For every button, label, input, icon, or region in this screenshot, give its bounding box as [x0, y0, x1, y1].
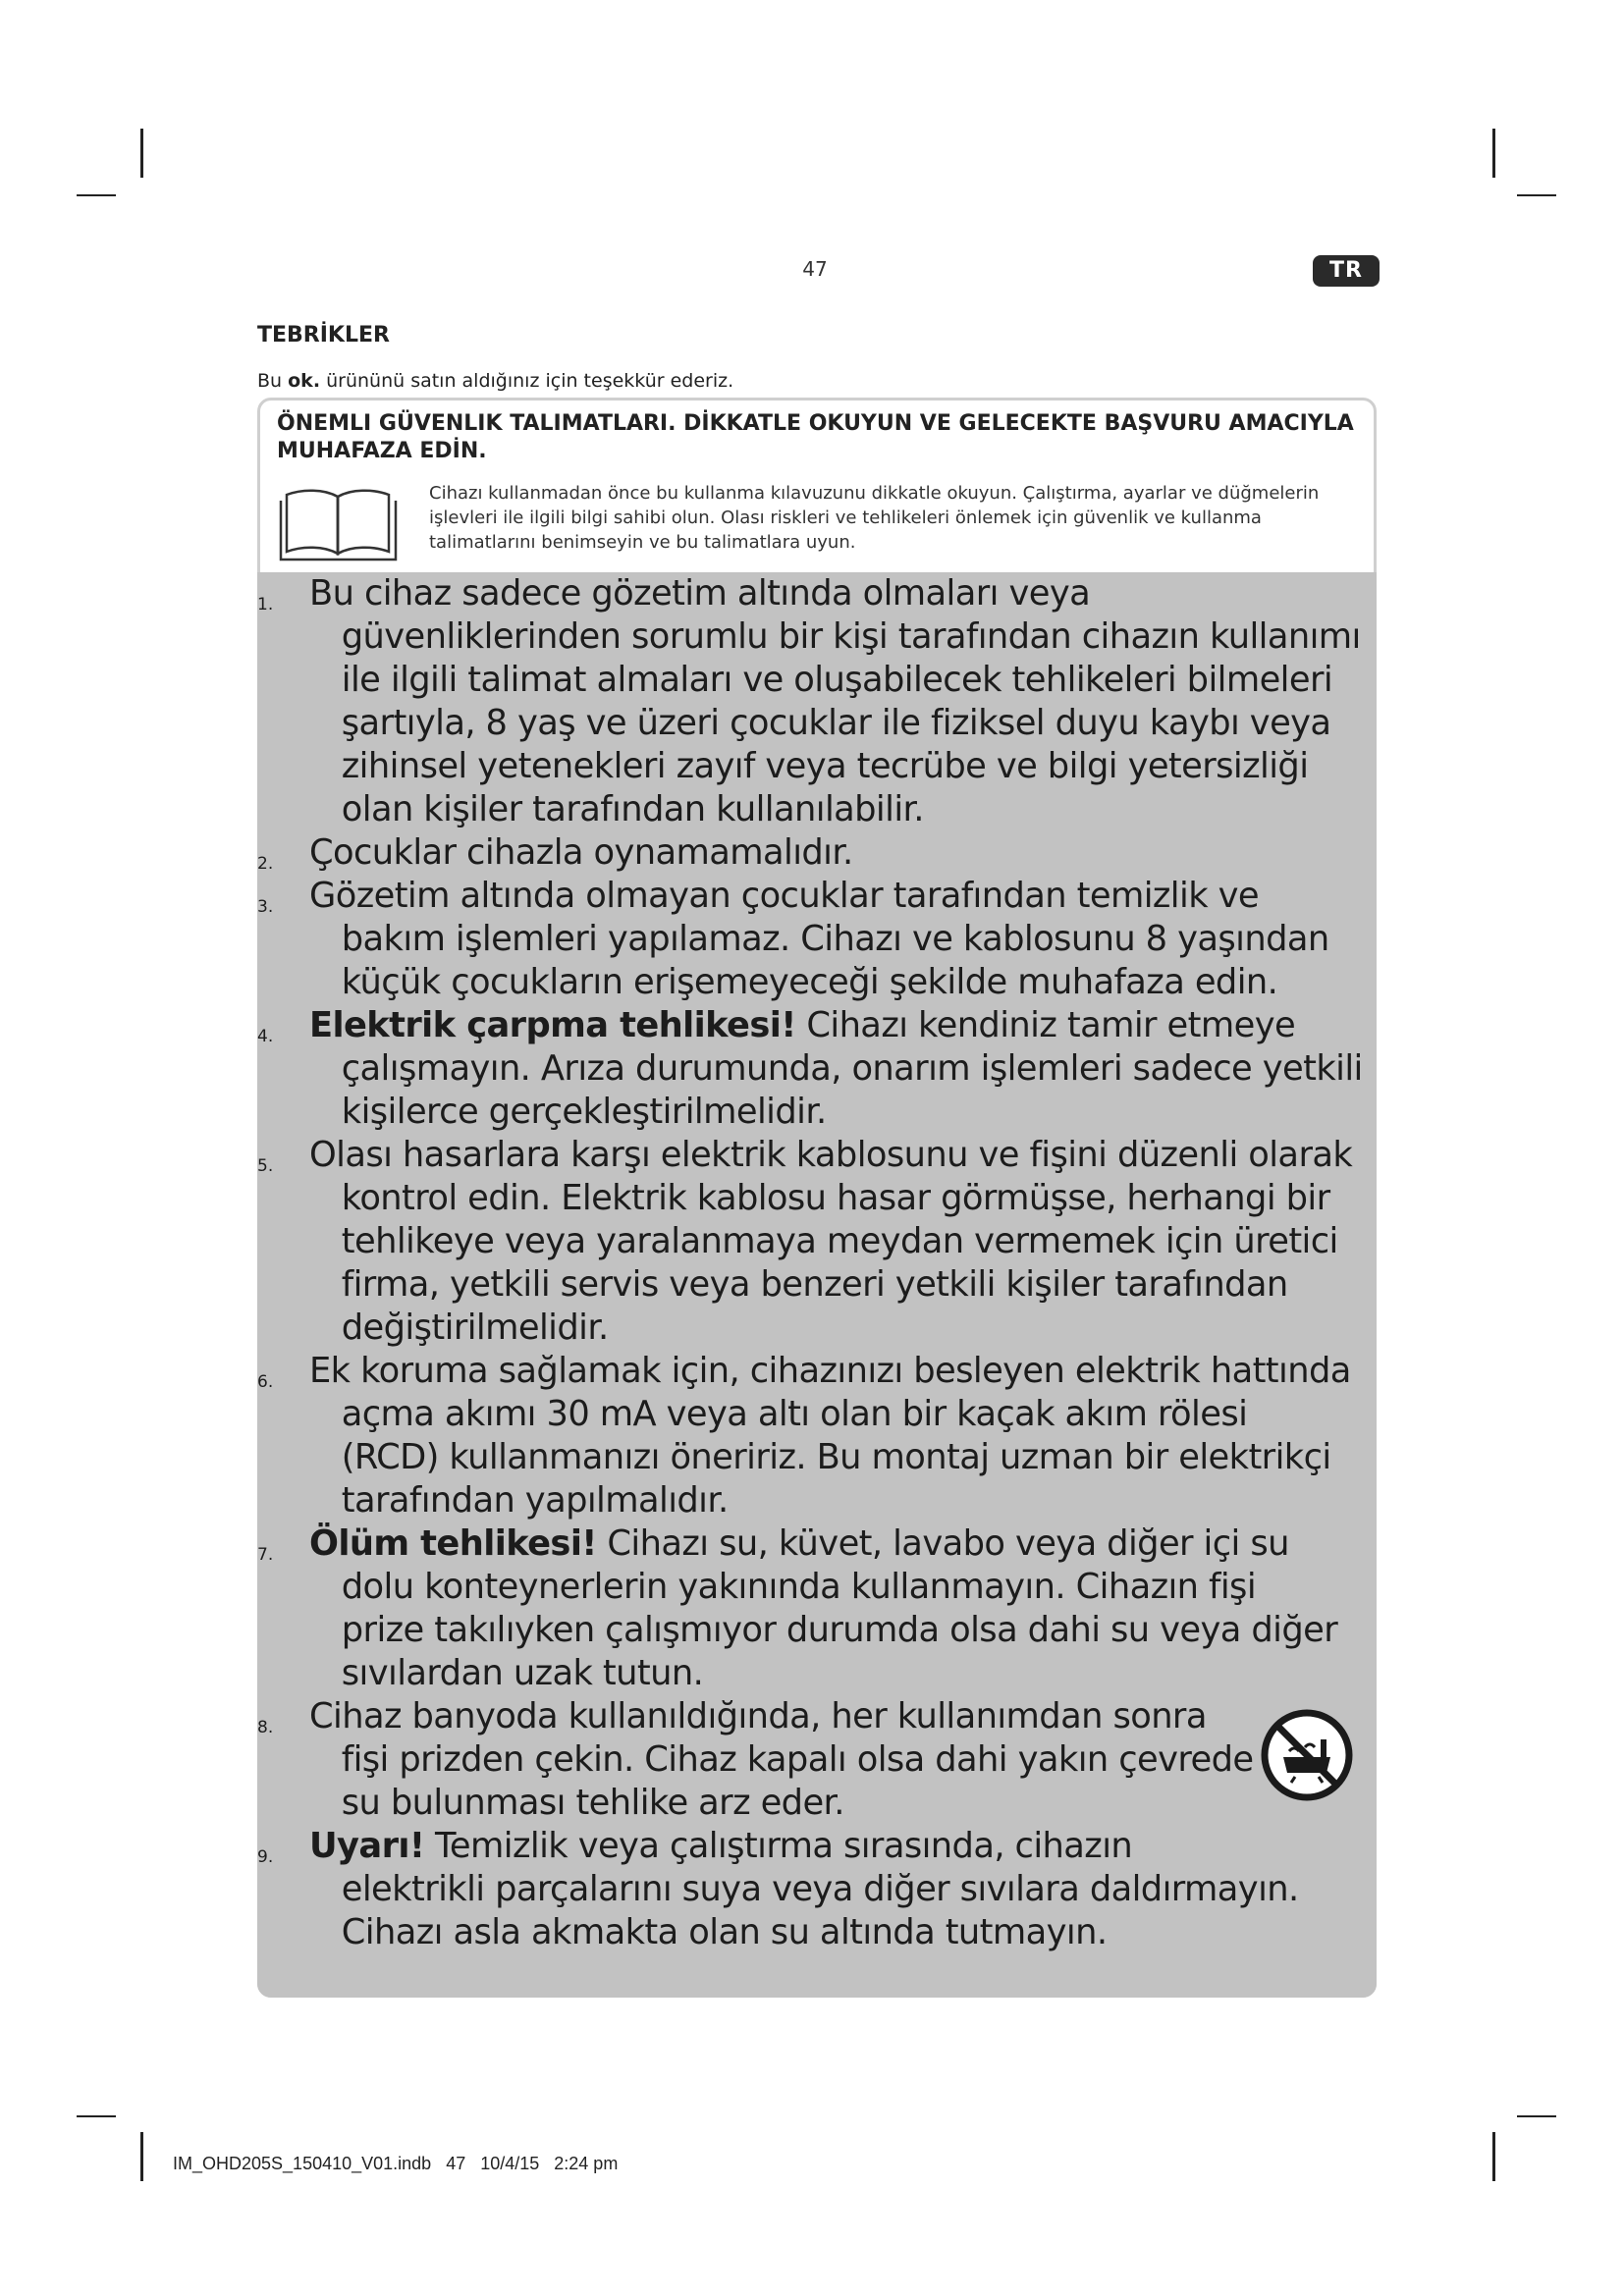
item-line: bakım işlemleri yapılamaz. Cihazı ve kablosunu 8 yaşından	[341, 919, 1329, 959]
safety-item	[257, 1350, 1377, 1522]
item-line: Bu cihaz sadece gözetim altında olmaları veya	[309, 573, 1091, 614]
item-line: Ek koruma sağlamak için, cihazınızı besleyen elektrik hattında	[309, 1351, 1351, 1391]
safety-item	[257, 1825, 1377, 1954]
crop-mark	[1517, 194, 1556, 196]
page-number: 47	[802, 257, 828, 281]
item-number: 9.	[257, 1847, 274, 1867]
item-line: şartıyla, 8 yaş ve üzeri çocuklar ile fiziksel duyu kaybı veya	[341, 703, 1331, 743]
print-footer: IM_OHD205S_150410_V01.indb 47 10/4/15 2:24 pm	[173, 2154, 619, 2173]
crop-mark	[1492, 129, 1495, 178]
safety-title: ÖNEMLI GÜVENLIK TALIMATLARI. DİKKATLE OKUYUN VE GELECEKTE BAŞVURU AMACIYLA MUHAFAZA EDİN.	[277, 411, 1354, 463]
item-line: Cihazı asla akmakta olan su altında tutmayın.	[341, 1912, 1108, 1952]
thanks-text	[257, 370, 733, 392]
item-line: Cihaz banyoda kullanıldığında, her kullanımdan sonra	[309, 1696, 1207, 1736]
safety-list	[257, 572, 1377, 1954]
safety-item	[257, 875, 1377, 1004]
item-line: tarafından yapılmalıdır.	[341, 1480, 729, 1521]
item-line: açma akımı 30 mA veya altı olan bir kaçak akım rölesi	[341, 1394, 1248, 1434]
item-number: 4.	[257, 1027, 274, 1046]
safety-item	[257, 1522, 1377, 1695]
safety-item	[257, 1695, 1377, 1825]
item-number: 8.	[257, 1718, 274, 1737]
crop-mark	[140, 2132, 143, 2181]
item-line: Olası hasarlara karşı elektrik kablosunu ve fişini düzenli olarak	[309, 1135, 1353, 1175]
no-water-bathtub-icon	[1260, 1708, 1354, 1802]
warning-label: Ölüm tehlikesi!	[309, 1523, 597, 1564]
crop-mark	[77, 194, 116, 196]
item-line: kişilerce gerçekleştirilmelidir.	[341, 1092, 827, 1132]
safety-item	[257, 1134, 1377, 1350]
item-line: zihinsel yetenekleri zayıf veya tecrübe ve bilgi yetersizliği	[341, 746, 1309, 786]
language-badge: TR	[1313, 255, 1380, 287]
thanks-post: ürününü satın aldığınız için teşekkür ederiz.	[320, 370, 734, 392]
item-number: 2.	[257, 854, 274, 874]
item-line: olan kişiler tarafından kullanılabilir.	[341, 789, 924, 829]
item-number: 7.	[257, 1545, 274, 1565]
open-book-icon	[277, 483, 400, 561]
page-title: TEBRİKLER	[257, 323, 390, 347]
item-line	[309, 1825, 1369, 1868]
safety-item	[257, 831, 1377, 875]
item-line	[309, 1522, 1369, 1566]
item-line: Gözetim altında olmayan çocuklar tarafından temizlik ve	[309, 876, 1259, 916]
crop-mark	[140, 129, 143, 178]
item-line: prize takılıyken çalışmıyor durumda olsa dahi su veya diğer	[341, 1610, 1338, 1650]
warning-label: Elektrik çarpma tehlikesi!	[309, 1005, 796, 1045]
item-number: 3.	[257, 897, 274, 917]
item-text: Cihazı su, küvet, lavabo veya diğer içi su	[596, 1523, 1289, 1564]
item-line: firma, yetkili servis veya benzeri yetkili kişiler tarafından	[341, 1264, 1288, 1305]
item-line: güvenliklerinden sorumlu bir kişi tarafından cihazın kullanımı	[341, 616, 1361, 657]
warning-label: Uyarı!	[309, 1826, 425, 1866]
item-line: kontrol edin. Elektrik kablosu hasar görmüşse, herhangi bir	[341, 1178, 1330, 1218]
item-line	[309, 1004, 1369, 1047]
item-line: tehlikeye veya yaralanmaya meydan vermemek için üretici	[341, 1221, 1338, 1261]
item-line: su bulunması tehlike arz eder.	[341, 1783, 844, 1823]
safety-item	[257, 1004, 1377, 1134]
item-line: ile ilgili talimat almaları ve oluşabilecek tehlikeleri bilmeleri	[341, 660, 1333, 700]
item-number: 6.	[257, 1372, 274, 1392]
item-text: Cihazı kendiniz tamir etmeye	[795, 1005, 1296, 1045]
crop-mark	[1492, 2132, 1495, 2181]
item-line: değiştirilmelidir.	[341, 1308, 609, 1348]
item-number: 1.	[257, 595, 274, 614]
item-line: elektrikli parçalarını suya veya diğer sıvılara daldırmayın.	[341, 1869, 1299, 1909]
thanks-pre: Bu	[257, 370, 289, 392]
item-line: sıvılardan uzak tutun.	[341, 1653, 704, 1693]
brand-name: ok.	[288, 370, 321, 392]
item-line: fişi prizden çekin. Cihaz kapalı olsa dahi yakın çevrede	[341, 1739, 1254, 1780]
item-line: küçük çocukların erişemeyeceği şekilde muhafaza edin.	[341, 962, 1278, 1002]
safety-item	[257, 572, 1377, 831]
item-line: (RCD) kullanmanızı öneririz. Bu montaj uzman bir elektrikçi	[341, 1437, 1331, 1477]
item-number: 5.	[257, 1156, 274, 1176]
item-text: Temizlik veya çalıştırma sırasında, cihazın	[424, 1826, 1133, 1866]
crop-mark	[77, 2115, 116, 2117]
intro-text: Cihazı kullanmadan önce bu kullanma kılavuzunu dikkatle okuyun. Çalıştırma, ayarlar ve düğmelerin işlevleri ile ilgili bilgi sahibi olun. Olası riskleri ve tehlikeleri önlemek için güvenlik ve kullanma talimatlarını benimseyin ve bu talimatlara uyun.	[429, 483, 1320, 553]
item-line: dolu konteynerlerin yakınında kullanmayın. Cihazın fişi	[341, 1567, 1257, 1607]
item-line: Çocuklar cihazla oynamamalıdır.	[309, 832, 853, 873]
item-line: çalışmayın. Arıza durumunda, onarım işlemleri sadece yetkili	[341, 1048, 1363, 1089]
crop-mark	[1517, 2115, 1556, 2117]
